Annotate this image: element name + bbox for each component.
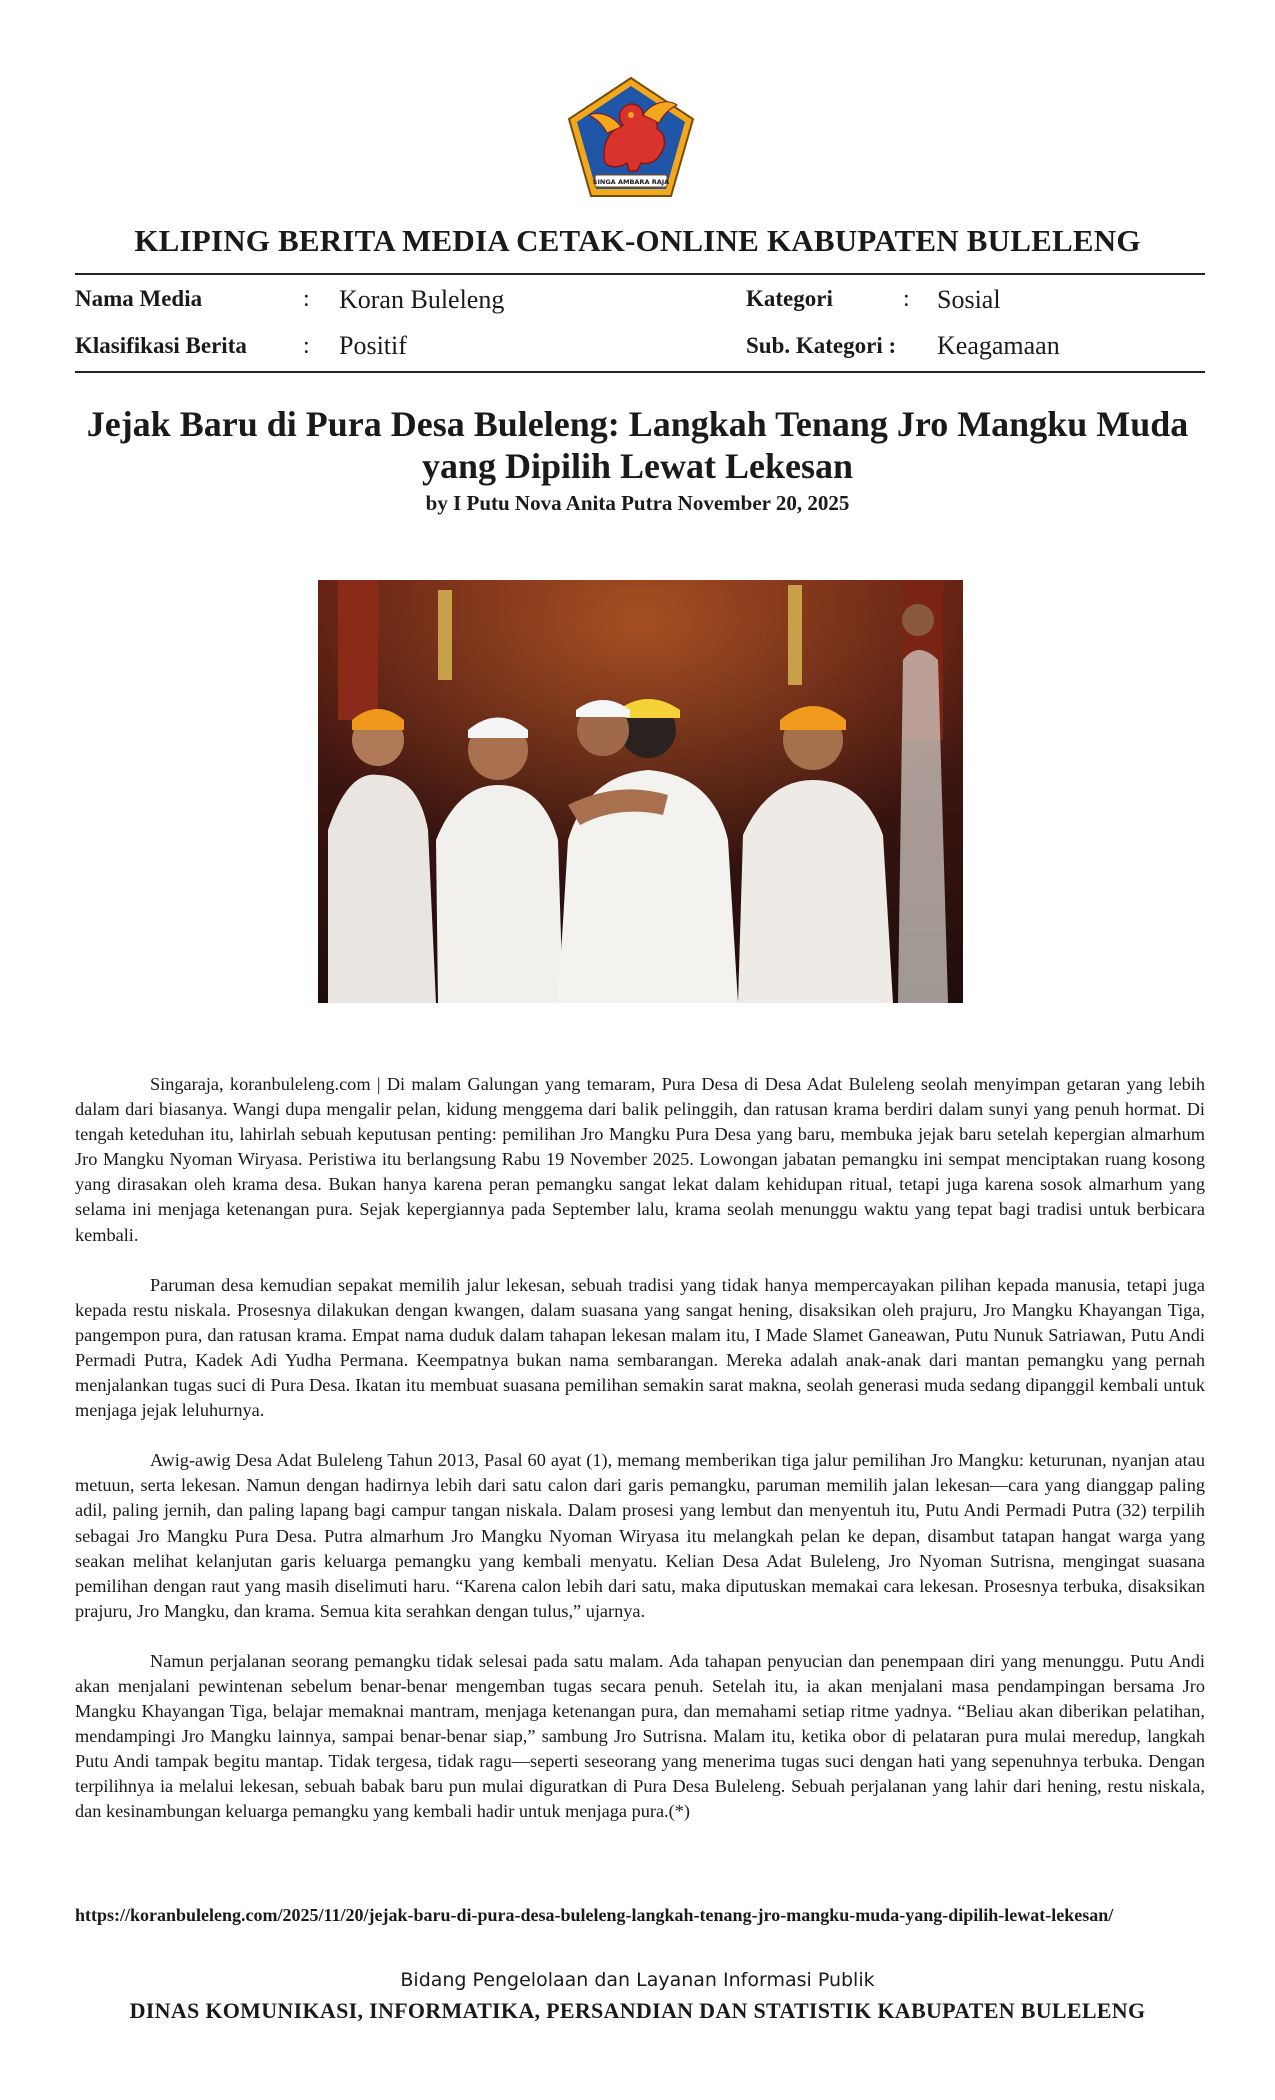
article-body xyxy=(75,1072,1205,1850)
article-byline: by I Putu Nova Anita Putra November 20, 2025 xyxy=(425,491,850,515)
footer-agency: DINAS KOMUNIKASI, INFORMATIKA, PERSANDIAN DAN STATISTIK KABUPATEN BULELENG xyxy=(129,1998,1146,2023)
svg-text:SINGA AMBARA RAJA: SINGA AMBARA RAJA xyxy=(592,178,670,186)
category-colon: : xyxy=(903,286,910,312)
classification-label: Klasifikasi Berita xyxy=(75,333,247,358)
buleleng-crest-logo xyxy=(565,75,697,200)
source-url[interactable]: https://koranbuleleng.com/2025/11/20/jejak-baru-di-pura-desa-buleleng-langkah-tenang-jro-mangku-muda-yang-dipilih-lewat-lekesan/ xyxy=(75,1905,1114,1925)
divider-bottom xyxy=(75,371,1205,373)
article-photo xyxy=(318,580,963,1003)
subcategory-value: Keagamaan xyxy=(937,331,1060,360)
media-colon: : xyxy=(303,286,310,312)
classification-colon: : xyxy=(303,333,310,359)
footer-division: Bidang Pengelolaan dan Layanan Informasi Publik xyxy=(400,1969,875,1991)
article-paragraph: Namun perjalanan seorang pemangku tidak selesai pada satu malam. Ada tahapan penyucian dan penempaan diri yang menunggu. Putu Andi akan menjalani pewintenan sebelum benar-benar mengemban tugas secara penuh. Setelah itu, ia akan menjalani masa pendampingan bersama Jro Mangku Khayangan Tiga, belajar memaknai mantram, menjaga ketenangan pura, dan memahami setiap ritme yadnya. “Beliau akan diberikan pelatihan, mendampingi Jro Mangku lainnya, sampai benar-benar siap,” sambung Jro Sutrisna. Malam itu, ketika obor di pelataran pura mulai meredup, langkah Putu Andi tampak begitu mantap. Tidak tergesa, tidak ragu—seperti seseorang yang menerima tugas suci dengan hati yang sepenuhnya terbuka. Dengan terpilihnya ia melalui lekesan, sebuah babak baru pun mulai diguratkan di Pura Desa Buleleng. Sebuah perjalanan yang lahir dari hening, restu niskala, dan kesinambungan keluarga pemangku yang kembali hadir untuk menjaga pura.(*) xyxy=(75,1650,1205,1822)
divider-top xyxy=(75,273,1205,275)
media-value: Koran Buleleng xyxy=(339,285,505,314)
category-value: Sosial xyxy=(937,285,1001,314)
article-paragraph: Awig-awig Desa Adat Buleleng Tahun 2013, Pasal 60 ayat (1), memang memberikan tiga jalur pemilihan Jro Mangku: keturunan, nyanjan atau metuun, serta lekesan. Namun dengan hadirnya lebih dari satu calon dari garis pemangku, paruman memilih jalan lekesan—cara yang dianggap paling adil, paling jernih, dan paling lapang bagi campur tangan niskala. Dalam prosesi yang lembut dan menyentuh itu, Putu Andi Permadi Putra (32) terpilih sebagai Jro Mangku Pura Desa. Putra almarhum Jro Mangku Nyoman Wiryasa itu melangkah pelan ke depan, disambut tatapan hangat warga yang seakan melihat kelanjutan garis keluarga pemangku yang kembali menyatu. Kelian Desa Adat Buleleng, Jro Nyoman Sutrisna, mengingat suasana pemilihan dengan raut yang masih diselimuti haru. “Karena calon lebih dari satu, maka diputuskan memakai cara lekesan. Prosesnya terbuka, disaksikan prajuru, Jro Mangku, dan krama. Semua kita serahkan dengan tulus,” ujarnya. xyxy=(75,1450,1205,1621)
category-label: Kategori xyxy=(746,286,833,311)
article-paragraph: Paruman desa kemudian sepakat memilih jalur lekesan, sebuah tradisi yang tidak hanya mempercayakan pilihan kepada manusia, tetapi juga kepada restu niskala. Prosesnya dilakukan dengan kwangen, dalam suasana yang sangat hening, disaksikan oleh prajuru, Jro Mangku Khayangan Tiga, pangempon pura, dan ratusan krama. Empat nama duduk dalam tahapan lekesan malam itu, I Made Slamet Ganeawan, Putu Nunuk Satriawan, Putu Andi Permadi Putra, Kadek Adi Yudha Permana. Keempatnya bukan nama sembarangan. Mereka adalah anak-anak dari mantan pemangku yang pernah menjalankan tugas suci di Pura Desa. Ikatan itu membuat suasana pemilihan semakin sarat makna, seolah generasi muda sedang dipanggil kembali untuk menjaga jejak leluhurnya. xyxy=(75,1274,1205,1421)
article-headline: Jejak Baru di Pura Desa Buleleng: Langkah Tenang Jro Mangku Muda yang Dipilih Lewat Lekesan xyxy=(86,404,1189,486)
media-label: Nama Media xyxy=(75,286,203,311)
document-title: KLIPING BERITA MEDIA CETAK-ONLINE KABUPATEN BULELENG xyxy=(134,223,1141,258)
subcategory-label: Sub. Kategori : xyxy=(746,333,897,358)
classification-value: Positif xyxy=(339,331,407,360)
article-paragraph: Singaraja, koranbuleleng.com | Di malam Galungan yang temaram, Pura Desa di Desa Adat Buleleng seolah menyimpan getaran yang lebih dalam dari biasanya. Wangi dupa mengalir pelan, kidung menggema dari balik pelinggih, dan ratusan krama berdiri dalam sunyi yang penuh hormat. Di tengah keteduhan itu, lahirlah sebuah keputusan penting: pemilihan Jro Mangku Pura Desa yang baru, membuka jejak baru setelah kepergian almarhum Jro Mangku Nyoman Wiryasa. Peristiwa itu berlangsung Rabu 19 November 2025. Lowongan jabatan pemangku ini sempat menciptakan ruang kosong yang dirasakan oleh krama desa. Bukan hanya karena peran pemangku sangat lekat dalam kehidupan ritual, tetapi juga karena sosok almarhum yang selama ini menjaga ketenangan pura. Sejak kepergiannya pada September lalu, krama seolah menunggu waktu yang tepat bagi tradisi untuk berbicara kembali. xyxy=(75,1074,1205,1245)
